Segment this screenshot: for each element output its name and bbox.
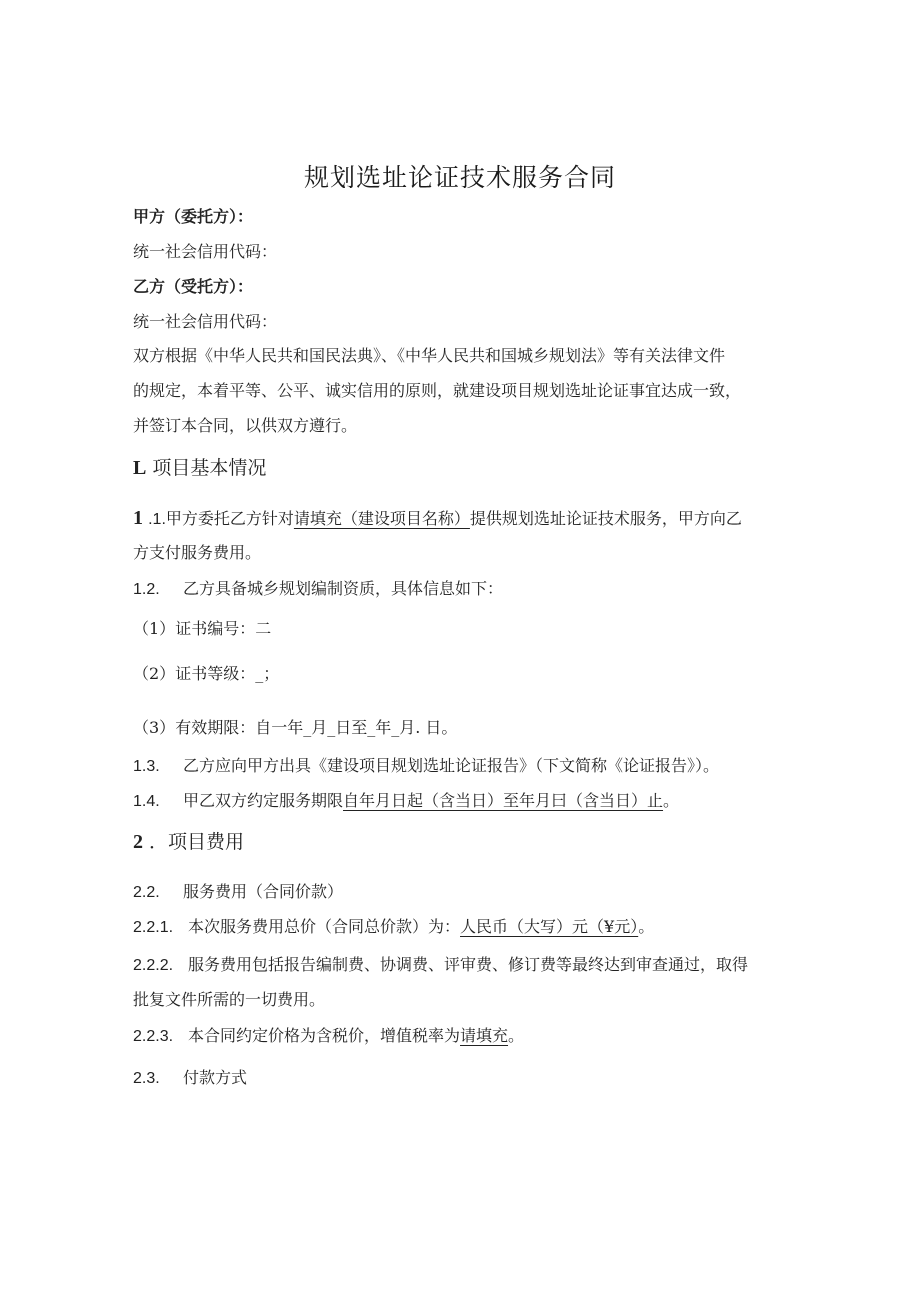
item-2-3 bbox=[133, 1068, 247, 1089]
item-2-3-number: 2.3. bbox=[133, 1070, 160, 1087]
party-a-credit-code-label: 统一社会信用代码： bbox=[133, 242, 278, 261]
item-1-4-text-after: 。 bbox=[663, 791, 680, 810]
cert-level-line bbox=[133, 664, 279, 684]
item-2-2-3-number: 2.2.3. bbox=[133, 1028, 174, 1045]
service-period-field[interactable]: 自年月日起（含当日）至年月曰（含当日）止 bbox=[343, 791, 664, 810]
item-1-1-number-big: 1 bbox=[133, 507, 143, 529]
item-1-1-line-2: 方支付服务费用。 bbox=[133, 543, 262, 562]
vat-rate-field[interactable]: 请填充 bbox=[460, 1026, 509, 1045]
section-1-heading bbox=[133, 458, 266, 478]
item-2-2-3-text-before: 本合同约定价格为含税价，增值税率为 bbox=[188, 1026, 461, 1045]
item-2-2-1-text-after: 。 bbox=[638, 917, 655, 936]
item-2-2-1 bbox=[133, 917, 654, 938]
project-name-field[interactable]: 请填充（建设项目名称） bbox=[293, 509, 470, 528]
item-2-2-3-text-after: 。 bbox=[508, 1026, 525, 1045]
item-1-4 bbox=[133, 791, 679, 812]
cert-level-index: （2） bbox=[133, 664, 176, 683]
item-1-3-text: 乙方应向甲方出具《建设项目规划选址论证报告》（下文简称《论证报告》）。 bbox=[183, 756, 720, 775]
item-1-1-text-after: 提供规划选址论证技术服务，甲方向乙 bbox=[469, 509, 742, 528]
total-price-field[interactable]: 人民币（大写）元（¥元） bbox=[460, 917, 639, 936]
item-2-2-1-text-before: 本次服务费用总价（合同总价款）为： bbox=[188, 917, 461, 936]
item-1-3-number: 1.3. bbox=[133, 758, 160, 775]
section-1-heading-number: L bbox=[133, 457, 147, 479]
cert-number-index: （1） bbox=[133, 619, 176, 638]
item-2-2-3 bbox=[133, 1026, 524, 1047]
party-a-label: 甲方（委托方）： bbox=[133, 207, 254, 226]
section-1-heading-text: 项目基本情况 bbox=[152, 457, 267, 479]
cert-number-text: 证书编号：二 bbox=[175, 619, 272, 638]
preamble-line-1: 双方根据《中华人民共和国民法典》、《中华人民共和国城乡规划法》等有关法律文件 bbox=[133, 346, 726, 365]
item-2-2-2-number: 2.2.2. bbox=[133, 957, 174, 974]
party-b-credit-code-label: 统一社会信用代码： bbox=[133, 312, 278, 331]
item-2-2 bbox=[133, 882, 343, 903]
item-2-2-2 bbox=[133, 955, 748, 976]
item-2-2-1-number: 2.2.1. bbox=[133, 919, 174, 936]
document-title: 规划选址论证技术服务合同 bbox=[303, 163, 616, 192]
section-2-heading-number: 2 bbox=[133, 831, 143, 853]
cert-number-line bbox=[133, 619, 271, 639]
item-1-4-number: 1.4. bbox=[133, 793, 160, 810]
item-1-3 bbox=[133, 756, 719, 777]
item-2-3-text: 付款方式 bbox=[183, 1068, 248, 1087]
item-1-2-text: 乙方具备城乡规划编制资质，具体信息如下： bbox=[183, 579, 504, 598]
section-2-heading-text: ．项目费用 bbox=[149, 831, 245, 853]
item-1-4-text-before: 甲乙双方约定服务期限 bbox=[183, 791, 344, 810]
item-2-2-text: 服务费用（合同价款） bbox=[183, 882, 344, 901]
item-2-2-2-line-2: 批复文件所需的一切费用。 bbox=[133, 990, 326, 1009]
section-2-heading bbox=[133, 832, 244, 852]
item-1-2-number: 1.2. bbox=[133, 581, 160, 598]
cert-level-text: 证书等级：_； bbox=[175, 664, 280, 683]
item-1-2 bbox=[133, 579, 503, 600]
preamble-line-2: 的规定，本着平等、公平、诚实信用的原则，就建设项目规划选址论证事宜达成一致， bbox=[133, 381, 742, 400]
item-1-1-number-rest: .1. bbox=[148, 511, 166, 528]
preamble-line-3: 并签订本合同，以供双方遵行。 bbox=[133, 416, 358, 435]
item-1-1-text-before: 甲方委托乙方针对 bbox=[165, 509, 294, 528]
item-1-1 bbox=[133, 508, 742, 530]
validity-text: 有效期限：自一年_月_日至_年_月. 日。 bbox=[175, 718, 458, 737]
item-2-2-number: 2.2. bbox=[133, 884, 160, 901]
validity-line bbox=[133, 718, 457, 738]
item-2-2-2-text: 服务费用包括报告编制费、协调费、评审费、修订费等最终达到审查通过，取得 bbox=[188, 955, 749, 974]
validity-index: （3） bbox=[133, 718, 176, 737]
party-b-label: 乙方（受托方）： bbox=[133, 277, 254, 296]
